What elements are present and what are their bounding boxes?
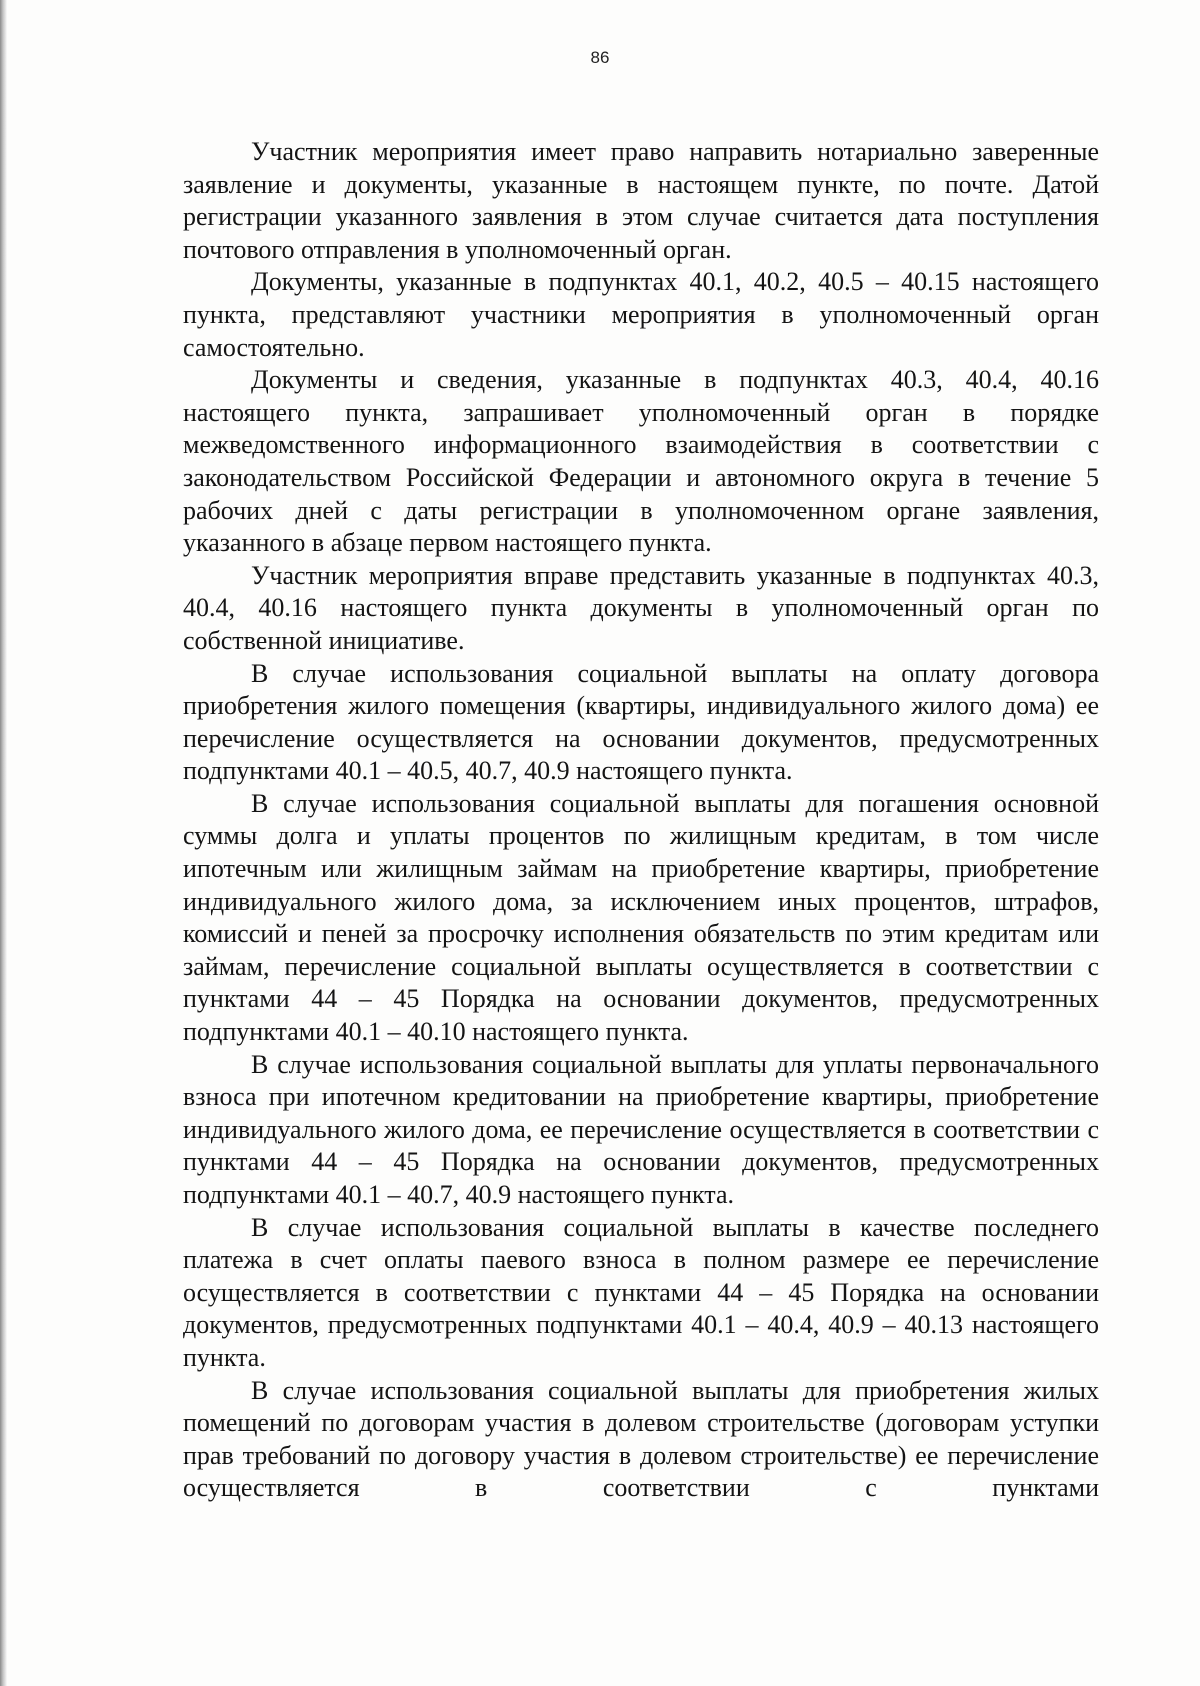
scan-edge <box>0 0 7 1686</box>
paragraph: Документы и сведения, указанные в подпунктах 40.3, 40.4, 40.16 настоящего пункта, запрашивает уполномоченный орган в порядке межведомственного информационного взаимодействия в соответствии с законодательством Российской Федерации и автономного округа в течение 5 рабочих дней с даты регистрации в уполномоченном органе заявления, указанного в абзаце первом настоящего пункта. <box>183 365 1099 558</box>
document-body <box>183 136 1099 1505</box>
paragraph: Участник мероприятия имеет право направить нотариально заверенные заявление и документы, указанные в настоящем пункте, по почте. Датой регистрации указанного заявления в этом случае считается дата поступления почтового отправления в уполномоченный орган. <box>183 137 1099 264</box>
paragraph: В случае использования социальной выплаты в качестве последнего платежа в счет оплаты паевого взноса в полном размере ее перечисление осуществляется в соответствии с пунктами 44 – 45 Порядка на основании документов, предусмотренных подпунктами 40.1 – 40.4, 40.9 – 40.13 настоящего пункта. <box>183 1212 1099 1372</box>
paragraph-last: В случае использования социальной выплаты для приобретения жилых помещений по договорам участия в долевом строительстве (договорам уступки прав требований по договору участия в долевом строительстве) ее перечисление осуществляется в соответствии с пунктами <box>183 1375 1099 1503</box>
paragraph: Документы, указанные в подпунктах 40.1, 40.2, 40.5 – 40.15 настоящего пункта, представляют участники мероприятия в уполномоченный орган самостоятельно. <box>183 267 1099 362</box>
paragraph: В случае использования социальной выплаты на оплату договора приобретения жилого помещения (квартиры, индивидуального жилого дома) ее перечисление осуществляется на основании документов, предусмотренных подпунктами 40.1 – 40.5, 40.7, 40.9 настоящего пункта. <box>183 658 1099 786</box>
paragraph: В случае использования социальной выплаты для погашения основной суммы долга и уплаты процентов по жилищным кредитам, в том числе ипотечным или жилищным займам на приобретение квартиры, приобретение индивидуального жилого дома, за исключением иных процентов, штрафов, комиссий и пеней за просрочку исполнения обязательств по этим кредитам или займам, перечисление социальной выплаты осуществляется в соответствии с пунктами 44 – 45 Порядка на основании документов, предусмотренных подпунктами 40.1 – 40.10 настоящего пункта. <box>183 788 1099 1047</box>
paragraph: В случае использования социальной выплаты для уплаты первоначального взноса при ипотечном кредитовании на приобретение квартиры, приобретение индивидуального жилого дома, ее перечисление осуществляется в соответствии с пунктами 44 – 45 Порядка на основании документов, предусмотренных подпунктами 40.1 – 40.7, 40.9 настоящего пункта. <box>183 1049 1099 1209</box>
page-number: 86 <box>590 48 610 67</box>
paragraph: Участник мероприятия вправе представить указанные в подпунктах 40.3, 40.4, 40.16 настоящего пункта документы в уполномоченный орган по собственной инициативе. <box>183 560 1099 655</box>
